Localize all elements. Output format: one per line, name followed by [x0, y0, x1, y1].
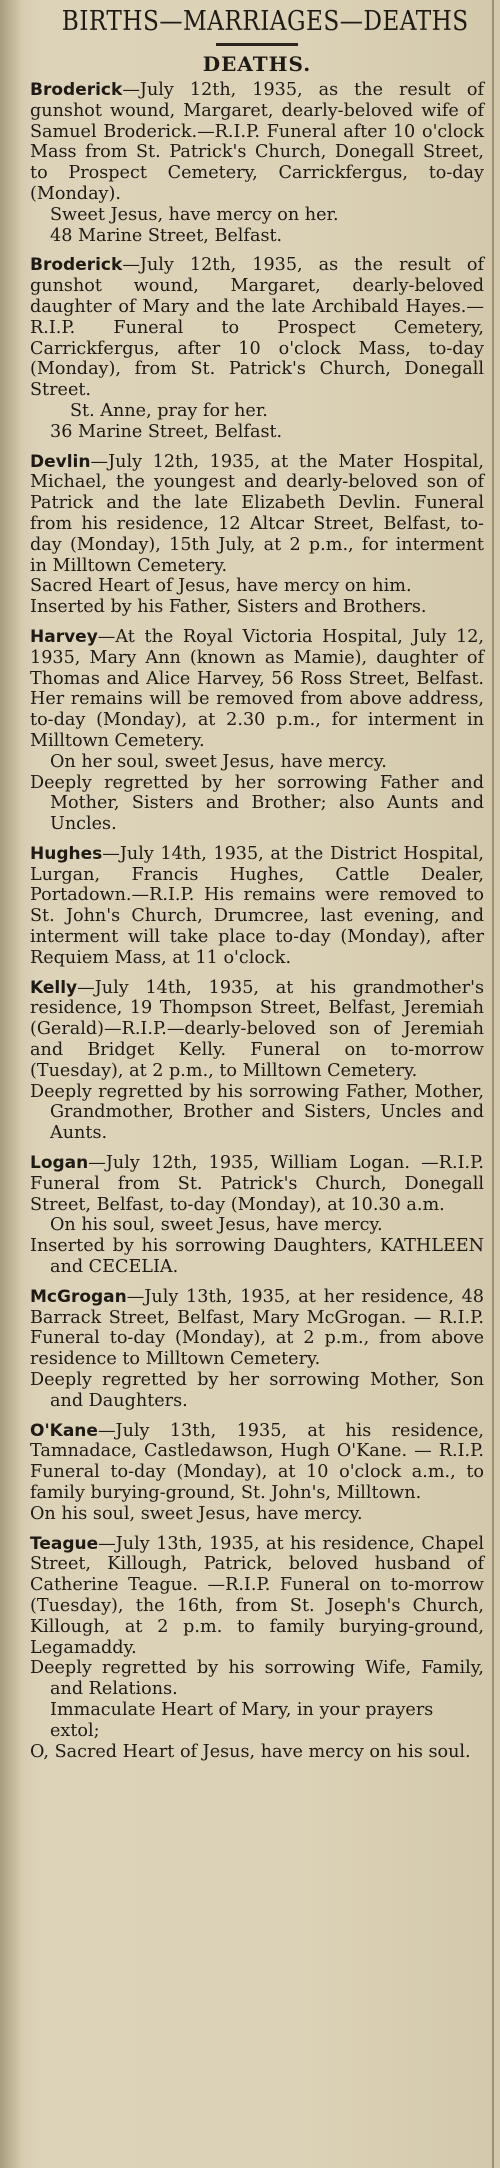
notice-body [30, 255, 484, 401]
notice-surname: Devlin [30, 451, 91, 472]
notice-regretted-by: Deeply regretted by her sorrowing Father and Mother, Sisters and Brother; also Aunts and Uncles. [30, 772, 484, 835]
notice-prayer: On her soul, sweet Jesus, have mercy. [50, 751, 387, 772]
notice-text: —July 12th, 1935, William Logan. —R.I.P. Funeral from St. Patrick's Church, Donegall Street, Belfast, to-day (Monday), at 10.30 a.m. [30, 1153, 484, 1215]
notice-body [30, 1153, 484, 1215]
notice-body [30, 844, 484, 969]
notice-inserted-by: Inserted by his sorrowing Daughters, KATHLEEN and CECELIA. [30, 1236, 484, 1278]
death-notice [30, 978, 484, 1144]
notice-regretted-by: Deeply regretted by his sorrowing Father, Mother, Grandmother, Brother and Sisters, Uncles and Aunts. [30, 1081, 484, 1144]
notice-verse-line: O, Sacred Heart of Jesus, have mercy on his soul. [30, 1741, 471, 1762]
notice-address: 48 Marine Street, Belfast. [50, 225, 283, 246]
notice-surname: Kelly [30, 977, 78, 998]
notice-surname: Teague [30, 1533, 99, 1554]
notice-regretted-by: Deeply regretted by her sorrowing Mother, Son and Daughters. [30, 1370, 484, 1411]
notice-body [30, 1421, 484, 1504]
notice-text: —July 13th, 1935, at her residence, 48 Barrack Street, Belfast, Mary McGrogan. — R.I.P. Funeral to-day (Monday), at 2 p.m., from above residence to Milltown Cemetery. [30, 1286, 484, 1370]
death-notice [30, 1421, 484, 1525]
notice-body [30, 452, 484, 577]
death-notice [30, 627, 484, 835]
death-notices-list [30, 80, 484, 1762]
column-rule [492, 0, 494, 2168]
death-notice [30, 1287, 484, 1412]
notice-prayer: On his soul, sweet Jesus, have mercy. [30, 1503, 363, 1524]
notice-surname: Logan [30, 1153, 89, 1174]
page-edge-shadow [0, 0, 22, 2168]
notice-prayer: St. Anne, pray for her. [70, 400, 268, 421]
death-notice [30, 1534, 484, 1763]
notice-text: —At the Royal Victoria Hospital, July 12, 1935, Mary Ann (known as Mamie), daughter of Thomas and Alice Harvey, 56 Ross Street, Belfast. Her remains will be removed from above address, to-day (Monday), at 2.30 p.m., for interment in Milltown Cemetery. [30, 626, 484, 751]
notice-prayer: Sweet Jesus, have mercy on her. [50, 204, 339, 225]
death-notice [30, 452, 484, 618]
notice-body [30, 80, 484, 205]
notice-prayer: Sacred Heart of Jesus, have mercy on him. [30, 576, 412, 597]
death-notice [30, 80, 484, 246]
notice-surname: Broderick [30, 80, 123, 100]
section-title: DEATHS. [202, 52, 312, 76]
death-notice [30, 1153, 484, 1278]
notice-body [30, 978, 484, 1082]
notice-text: —July 13th, 1935, at his residence, Chapel Street, Killough, Patrick, beloved husband of Catherine Teague. —R.I.P. Funeral on to-morrow (Tuesday), the 16th, from St. Joseph's Church, Killough, at 2 p.m. to family burying-ground, Legamaddy. [30, 1533, 484, 1658]
notice-body [30, 1534, 484, 1659]
section-divider [216, 43, 298, 46]
notice-surname: Broderick [30, 255, 123, 276]
notice-verse-line: Immaculate Heart of Mary, in your prayers extol; [50, 1699, 434, 1741]
death-notice [30, 844, 484, 969]
notice-body [30, 1287, 484, 1370]
notice-body [30, 627, 484, 752]
notice-surname: O'Kane [30, 1420, 98, 1441]
notice-text: —July 14th, 1935, at his grandmother's residence, 19 Thompson Street, Belfast, Jeremiah (Gerald)—R.I.P.—dearly-beloved son of Jeremiah and Bridget Kelly. Funeral on to-morrow (Tuesday), at 2 p.m., to Milltown Cemetery. [30, 977, 484, 1081]
death-notice [30, 255, 484, 442]
notice-text: —July 12th, 1935, at the Mater Hospital, Michael, the youngest and dearly-beloved son of Patrick and the late Elizabeth Devlin. Funeral from his residence, 12 Altcar Street, Belfast, to-day (Monday), 15th July, at 2 p.m., for interment in Milltown Cemetery. [30, 451, 484, 576]
notice-regretted-by: Deeply regretted by his sorrowing Wife, Family, and Relations. [30, 1658, 484, 1700]
notice-text: —July 12th, 1935, as the result of gunshot wound, Margaret, dearly-beloved wife of Samuel Broderick.—R.I.P. Funeral after 10 o'clock Mass from St. Patrick's Church, Donegall Street, to Prospect Cemetery, Carrickfergus, to-day (Monday). [30, 80, 484, 204]
notice-text: —July 12th, 1935, as the result of gunshot wound, Margaret, dearly-beloved daughter of Mary and the late Archibald Hayes.—R.I.P. Funeral to Prospect Cemetery, Carrickfergus, after 10 o'clock Mass, to-day (Monday), from St. Patrick's Church, Donegall Street. [30, 255, 484, 401]
notice-text: —July 13th, 1935, at his residence, Tamnadace, Castledawson, Hugh O'Kane. — R.I.P. Funeral to-day (Monday), at 10 o'clock a.m., to family burying-ground, St. John's, Milltown. [30, 1420, 484, 1503]
notice-address: 36 Marine Street, Belfast. [50, 421, 283, 442]
notice-surname: Harvey [30, 626, 98, 647]
notice-surname: McGrogan [30, 1286, 127, 1307]
notice-surname: Hughes [30, 843, 103, 864]
masthead: BIRTHS—MARRIAGES—DEATHS [61, 6, 469, 37]
notice-text: —July 14th, 1935, at the District Hospital, Lurgan, Francis Hughes, Cattle Dealer, Portadown.—R.I.P. His remains were removed to St. John's Church, Drumcree, last evening, and interment will take place to-day (Monday), after Requiem Mass, at 11 o'clock. [30, 843, 484, 968]
notice-prayer: On his soul, sweet Jesus, have mercy. [50, 1215, 383, 1236]
notice-inserted-by: Inserted by his Father, Sisters and Brothers. [30, 597, 427, 618]
